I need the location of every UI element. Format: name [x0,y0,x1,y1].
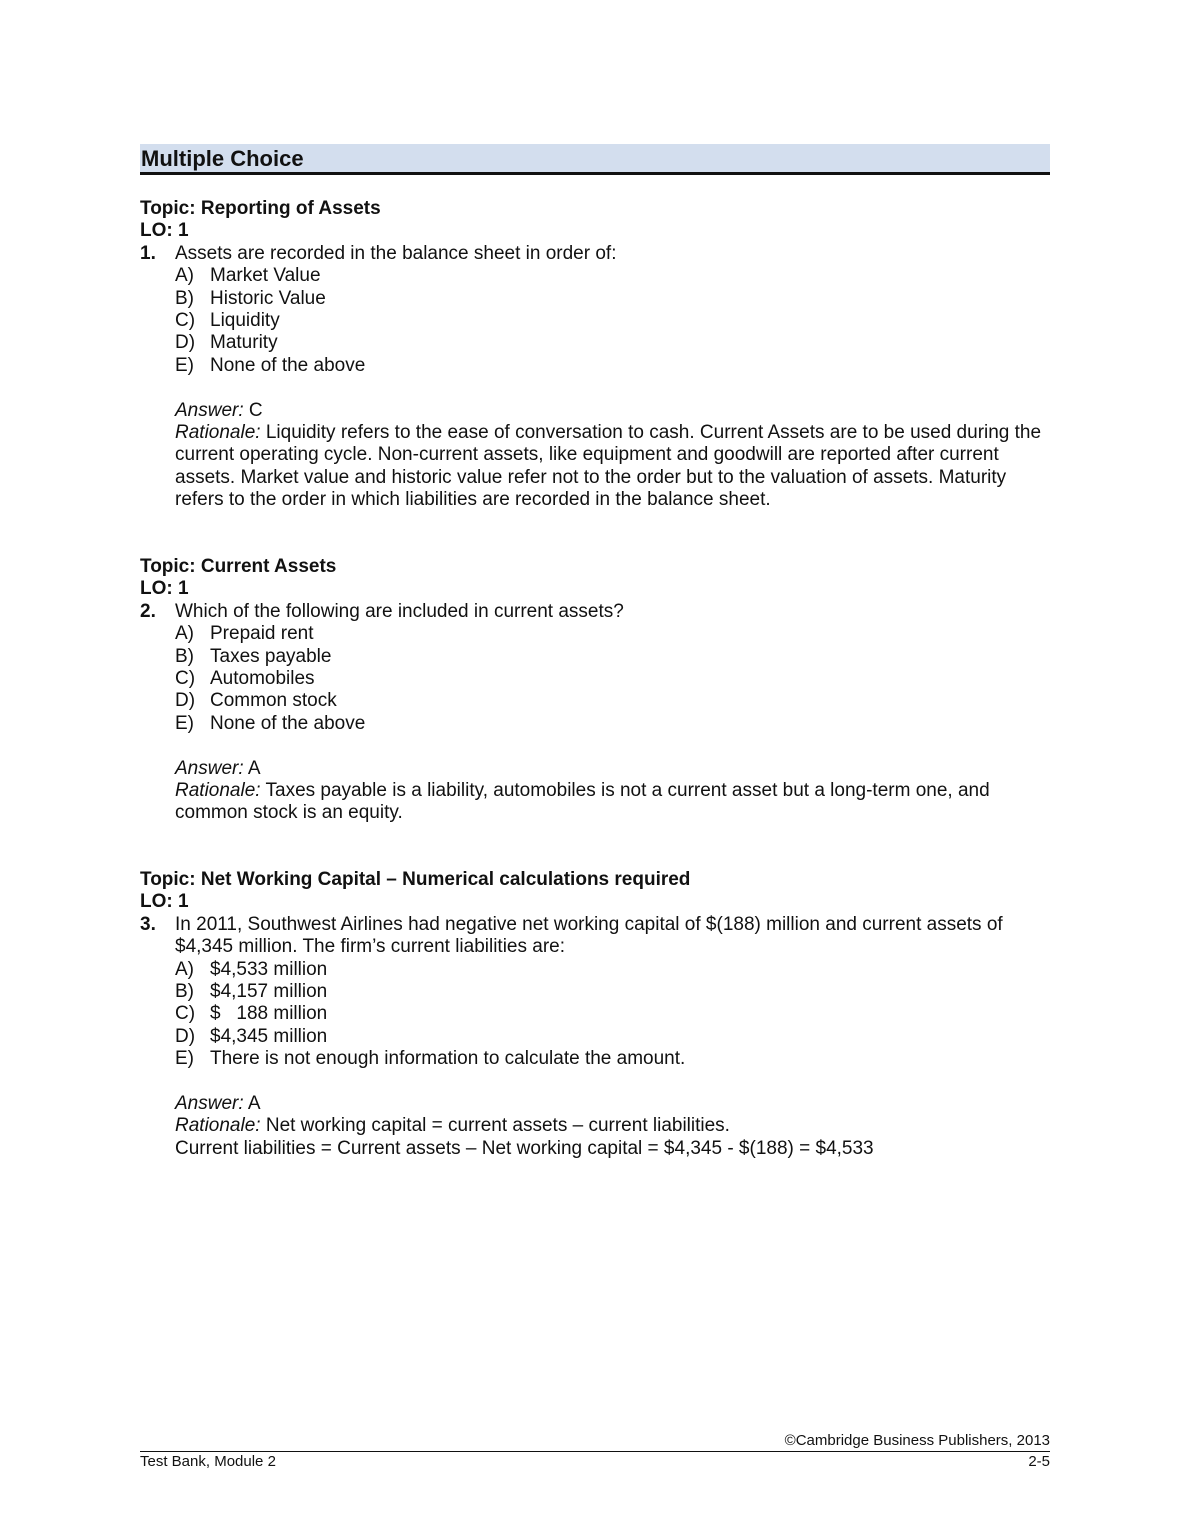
learning-objective: LO: 1 [140,891,189,913]
answer-label: Answer: [175,757,244,779]
question-stem: Assets are recorded in the balance sheet in order of: [175,242,617,264]
option-text: None of the above [210,712,366,734]
footer-copyright: ©Cambridge Business Publishers, 2013 [784,1432,1050,1449]
answer-line [175,758,1050,780]
option-letter: A) [175,265,194,287]
question-1 [140,198,1050,512]
answer-value: C [243,399,263,421]
section-title: Multiple Choice [141,146,304,171]
option-text: None of the above [210,354,366,376]
option-text: Common stock [210,690,337,712]
question-number: 2. [140,600,156,622]
footer-divider [140,1451,1050,1452]
option-a [140,959,1050,981]
question-stem-row [140,601,1050,623]
rationale-calculation: Current liabilities = Current assets – Net working capital = $4,345 - $(188) = $4,533 [175,1137,874,1159]
answer-line [175,400,1050,422]
question-topic: Topic: Net Working Capital – Numerical calculations required [140,869,691,890]
option-a [140,623,1050,645]
option-letter: E) [175,712,194,734]
option-letter: D) [175,690,196,712]
answer-label: Answer: [175,399,244,421]
question-number: 3. [140,913,156,935]
question-stem-row [140,243,1050,265]
option-letter: D) [175,332,196,354]
option-letter: C) [175,310,196,332]
option-b [140,288,1050,310]
answer-options [140,959,1050,1071]
question-3 [140,869,1050,1160]
option-letter: D) [175,1025,196,1047]
option-letter: B) [175,981,194,1003]
option-letter: E) [175,1048,194,1070]
option-letter: B) [175,287,194,309]
option-text: There is not enough information to calculate the amount. [210,1048,686,1070]
learning-objective: LO: 1 [140,578,189,600]
option-text: $4,345 million [210,1025,328,1047]
footer-page-number: 2-5 [1028,1453,1050,1470]
option-d [140,690,1050,712]
answer-block [140,1093,1050,1160]
option-text: Automobiles [210,668,315,690]
option-d [140,1026,1050,1048]
answer-block [140,400,1050,512]
rationale-label: Rationale: [175,422,261,444]
option-text: Historic Value [210,287,326,309]
question-topic: Topic: Reporting of Assets [140,198,381,219]
rationale-line [175,1115,1050,1137]
option-letter: C) [175,668,196,690]
rationale-text: Liquidity refers to the ease of conversation to cash. Current Assets are to be used during the current operating cycle. Non-current assets, like equipment and goodwill are reported after current assets. Market value and historic value refer not to the order but to the valuation of assets. Maturity refers to the order in which liabilities are recorded in the balance sheet. [175,422,1042,511]
option-c [140,310,1050,332]
answer-value: A [243,1093,261,1115]
option-b [140,646,1050,668]
option-text: Liquidity [210,310,280,332]
rationale-line [175,422,1050,512]
option-text: Prepaid rent [210,623,314,645]
answer-block [140,758,1050,825]
option-text: $4,157 million [210,981,328,1003]
option-text: Maturity [210,332,278,354]
question-stem: In 2011, Southwest Airlines had negative net working capital of $(188) million and current assets of $4,345 million. The firm’s current liabilities are: [175,913,1003,958]
option-d [140,332,1050,354]
option-text: Taxes payable [210,645,332,667]
option-letter: B) [175,645,194,667]
answer-label: Answer: [175,1093,244,1115]
footer-document-title: Test Bank, Module 2 [140,1453,276,1470]
answer-line [175,1093,1050,1115]
question-stem: Which of the following are included in current assets? [175,600,624,622]
rationale-text: Taxes payable is a liability, automobiles is not a current asset but a long-term one, and common stock is an equity. [175,780,990,824]
learning-objective: LO: 1 [140,220,189,242]
option-e [140,713,1050,735]
section-header [140,144,1050,175]
option-e [140,1048,1050,1070]
option-letter: C) [175,1003,196,1025]
option-a [140,265,1050,287]
question-2 [140,556,1050,825]
question-stem-row [140,914,1050,959]
answer-options [140,623,1050,735]
rationale-label: Rationale: [175,780,261,802]
question-number: 1. [140,242,156,264]
question-topic: Topic: Current Assets [140,556,337,577]
rationale-label: Rationale: [175,1115,261,1137]
option-text: Market Value [210,265,321,287]
rationale-line [175,780,1050,825]
option-b [140,981,1050,1003]
option-letter: A) [175,623,194,645]
answer-options [140,265,1050,377]
option-c [140,1003,1050,1025]
option-letter: A) [175,958,194,980]
answer-value: A [243,757,261,779]
option-text: $4,533 million [210,958,328,980]
option-e [140,355,1050,377]
rationale-text: Net working capital = current assets – current liabilities. [260,1115,730,1137]
option-text: $ 188 million [210,1003,328,1025]
option-letter: E) [175,354,194,376]
option-c [140,668,1050,690]
